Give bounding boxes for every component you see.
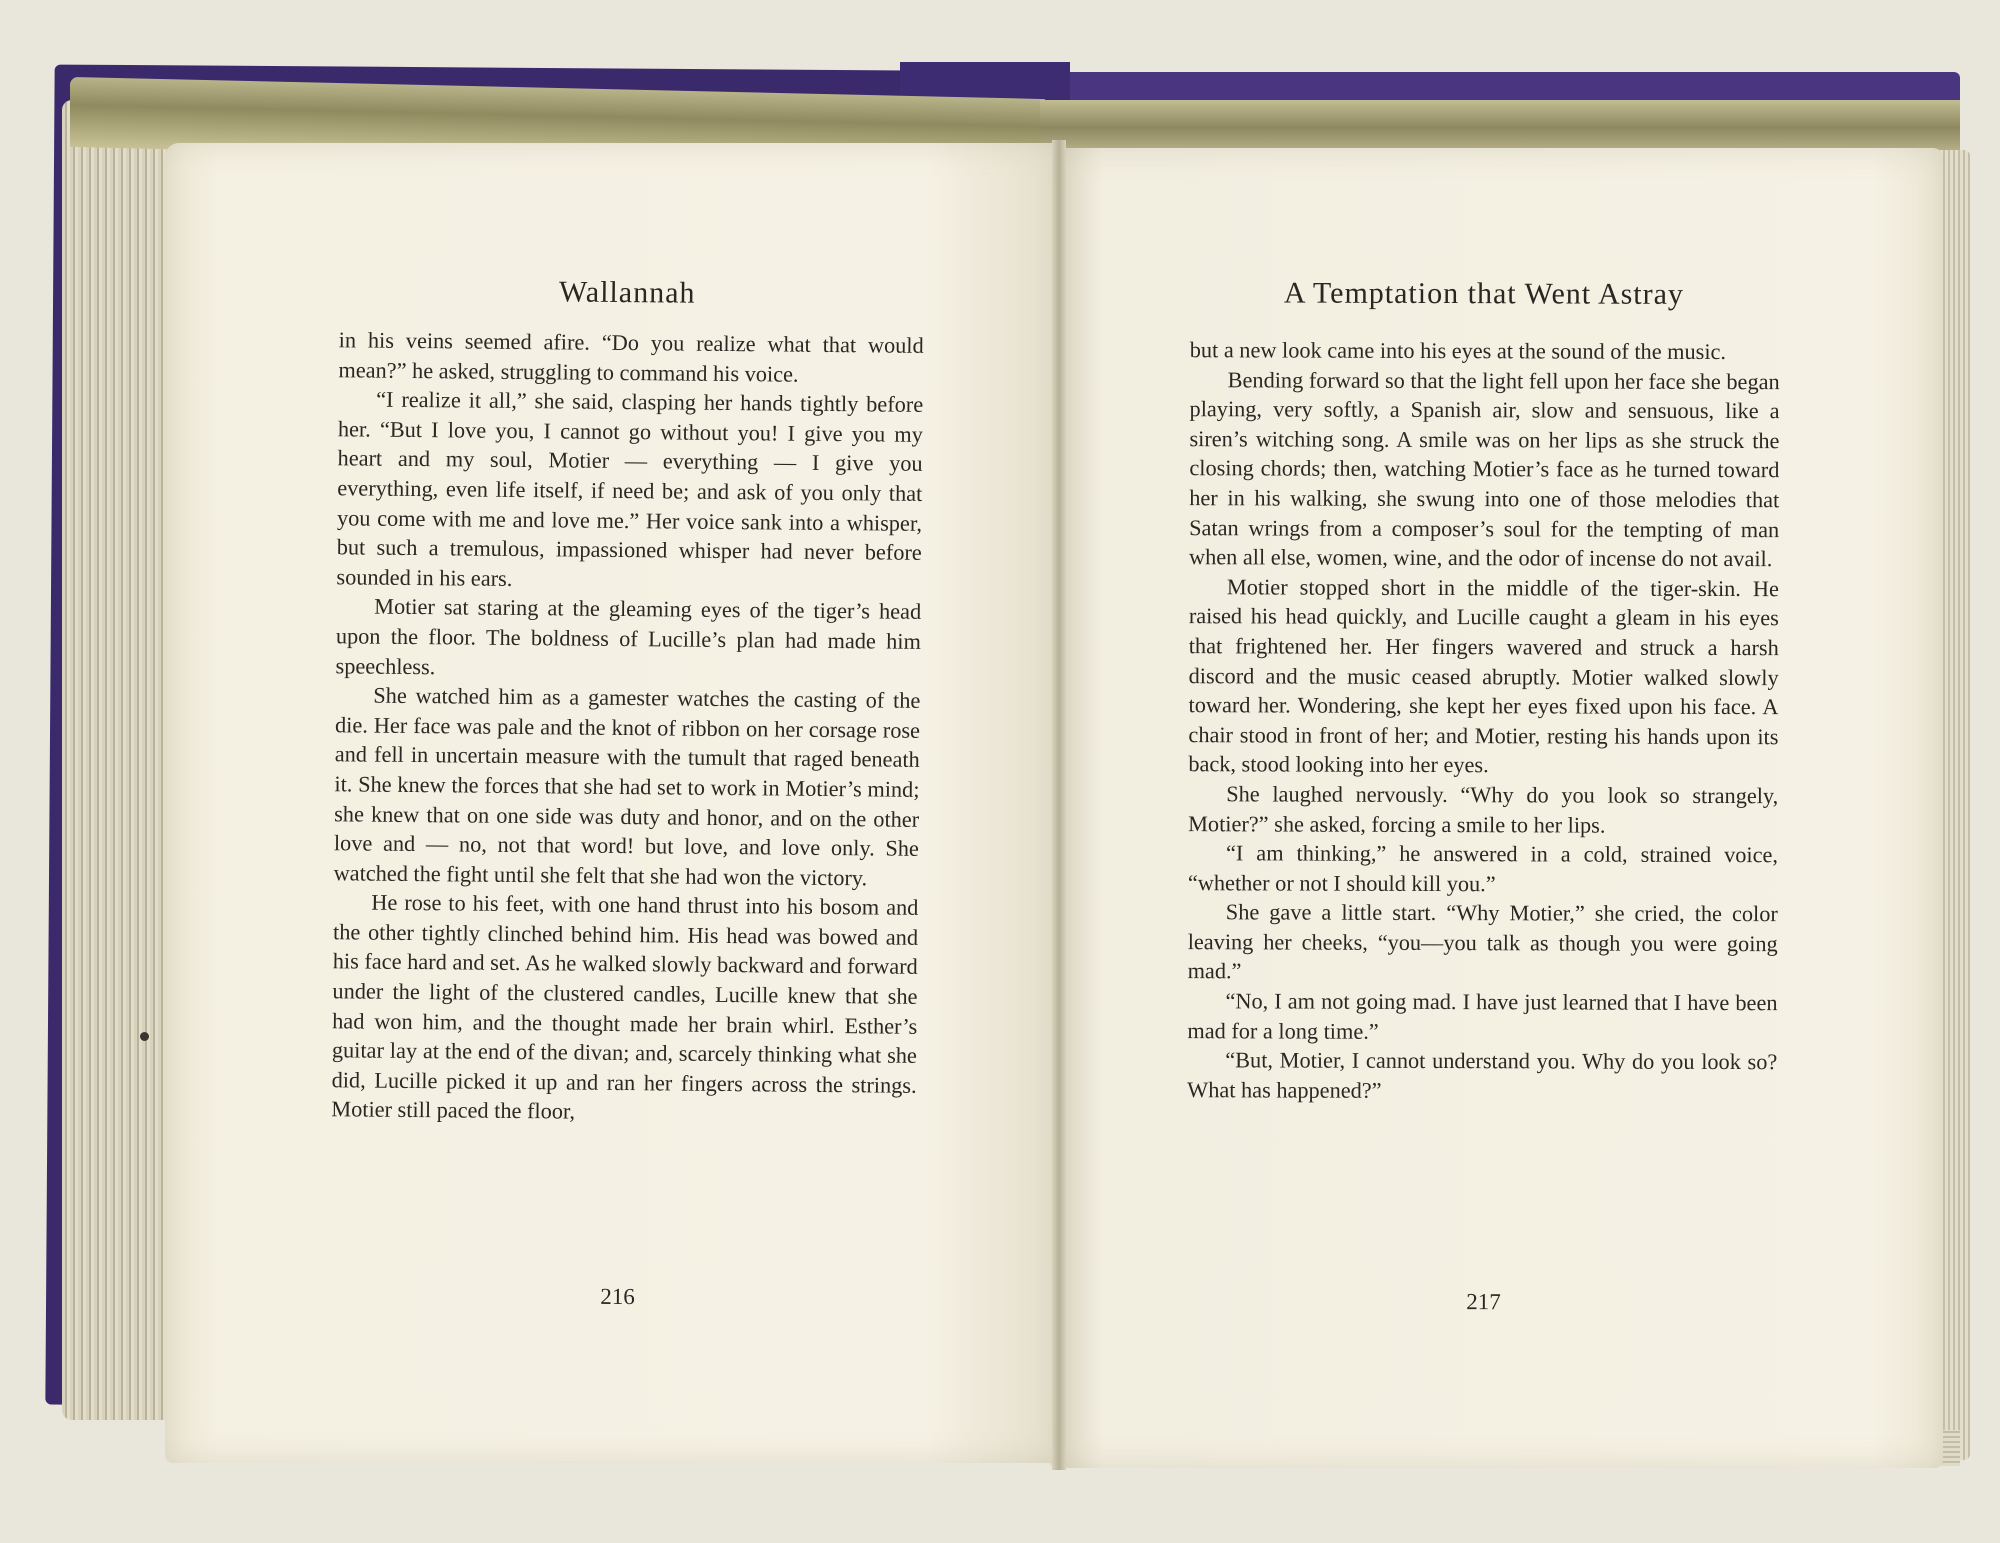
page-number-left: 216 xyxy=(600,1283,635,1310)
paragraph: She laughed nervously. “Why do you look so strangely, Motier?” she asked, forcing a smile to her lips. xyxy=(1188,781,1779,838)
paragraph: in his veins seemed afire. “Do you realize what that would mean?” he asked, struggling to command his voice. xyxy=(338,327,924,387)
paragraph: She gave a little start. “Why Motier,” she cried, the color leaving her cheeks, “you—you talk as though you were going mad.” xyxy=(1187,899,1778,984)
running-head-right: A Temptation that Went Astray xyxy=(1283,276,1685,311)
running-head-left: Wallannah xyxy=(558,275,696,310)
paragraph: “No, I am not going mad. I have just learned that I have been mad for a long time.” xyxy=(1187,988,1778,1044)
paragraph: “I realize it all,” she said, clasping her hands tightly before her. “But I love you, I cannot go without you! I give you my heart and my soul, Motier — everything — I give you everything, even life itself, if need be; and ask of you only that you come with me and love me.” Her voice sank into a whisper, but such a tremulous, impassioned whisper had never before sounded in his ears. xyxy=(336,386,924,591)
paragraph: Bending forward so that the light fell upon her face she began playing, very softly, a Spanish air, slow and sensuous, like a siren’s witching song. A smile was on her lips as she struck the closing chords; then, watching Motier’s face as he turned toward her in his walking, she swung into one of those melodies that Satan wrings from a composer’s soul for the tempting of man when all else, women, wine, and the odor of incense do not avail. xyxy=(1189,366,1780,572)
paragraph: Motier stopped short in the middle of the tiger-skin. He raised his head quickly, and Lucille caught a gleam in his eyes that frightened her. Her fingers wavered and struck a harsh discord and the music ceased abruptly. Motier walked slowly toward her. Wondering, she kept her eyes fixed upon his face. A chair stood in front of her; and Motier, resting his hands upon its back, stood looking into her eyes. xyxy=(1188,574,1780,778)
paragraph: but a new look came into his eyes at the sound of the music. xyxy=(1189,337,1727,365)
paragraph: “I am thinking,” he answered in a cold, strained voice, “whether or not I should kill you.” xyxy=(1187,840,1779,896)
paragraph: Motier sat staring at the gleaming eyes of the tiger’s head upon the floor. The boldness of Lucille’s plan had made him speechless. xyxy=(335,593,922,679)
page-number-right: 217 xyxy=(1466,1289,1501,1315)
paragraph: He rose to his feet, with one hand thrust into his bosom and the other tightly clinched behind him. His head was bowed and his face hard and set. As he walked slowly backward and forward under the light of the clustered candles, Lucille knew that she had won him, and the thought made her brain whirl. Esther’s guitar lay at the end of the divan; and, scarcely thinking what she did, Lucille picked it up and ran her fingers across the strings. Motier still paced the floor, xyxy=(331,889,919,1125)
paragraph: “But, Motier, I cannot understand you. Why do you look so? What has happened?” xyxy=(1187,1047,1778,1103)
paragraph: She watched him as a gamester watches the casting of the die. Her face was pale and the knot of ribbon on her corsage rose and fell in uncertain measure with the tumult that raged beneath it. She knew the forces that she had set to work in Motier’s mind; she knew that on one side was duty and honor, and on the other love and — no, not that word! but love, and love only. She watched the fight until she felt that she had won the victory. xyxy=(333,682,921,891)
right-page-text xyxy=(1187,335,1780,1106)
